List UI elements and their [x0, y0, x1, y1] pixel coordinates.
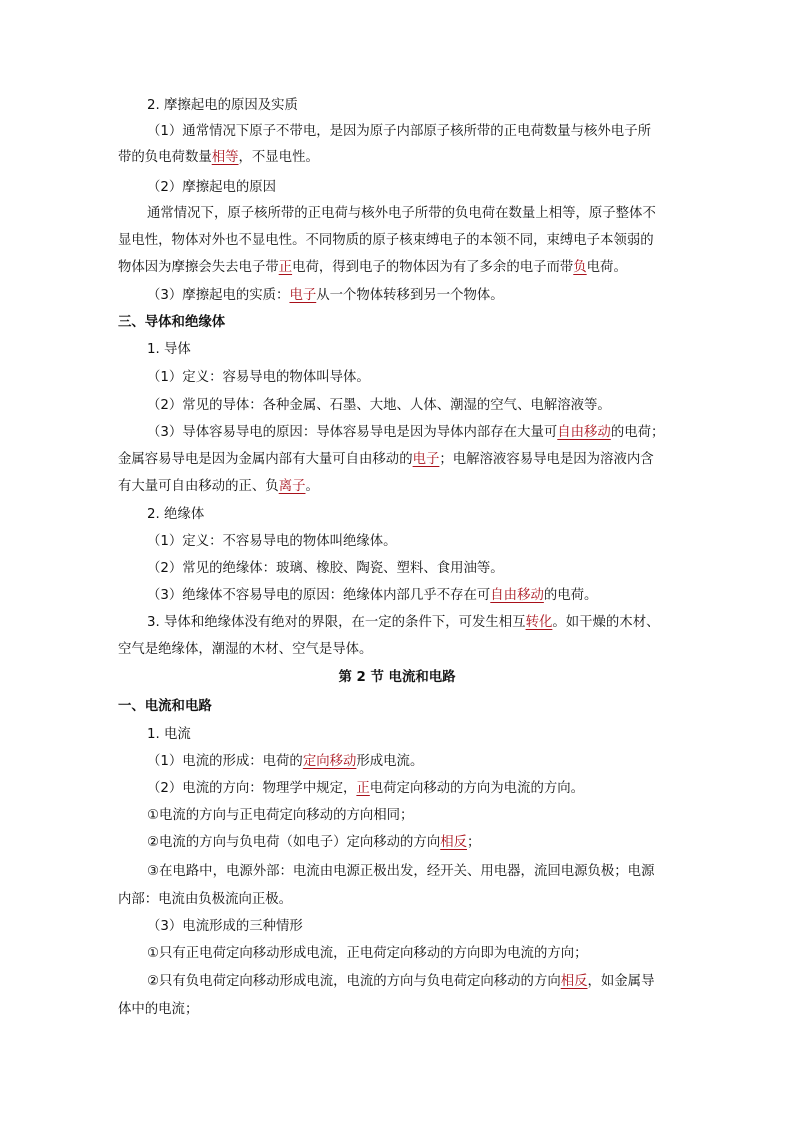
- chapter-title: 第 2 节 电流和电路: [338, 670, 456, 685]
- paragraph-line: 体中的电流；: [118, 1002, 199, 1017]
- paragraph-line: 内部：电流由负极流向正极。: [118, 892, 293, 907]
- paragraph-line: （3）摩擦起电的实质：电子从一个物体转移到另一个物体。: [147, 288, 504, 303]
- paragraph-line: （3）导体容易导电的原因：导体容易导电是因为导体内部存在大量可自由移动的电荷；: [147, 425, 665, 440]
- answer-blank: 相等: [211, 150, 239, 165]
- subheading-conductor: 1. 导体: [147, 342, 191, 357]
- paragraph-line: ①电流的方向与正电荷定向移动的方向相同；: [147, 808, 414, 823]
- paragraph-line: 通常情况下，原子核所带的正电荷与核外电子所带的负电荷在数量上相等，原子整体不: [147, 206, 656, 221]
- answer-blank: 相反: [560, 974, 588, 989]
- section-heading-conductors: 三、导体和绝缘体: [118, 315, 226, 330]
- answer-blank: 定向移动: [302, 754, 357, 769]
- paragraph-line: （2）摩擦起电的原因: [147, 180, 277, 195]
- paragraph-line: 显电性，物体对外也不显电性。不同物质的原子核束缚电子的本领不同，束缚电子本领弱的: [118, 233, 654, 248]
- paragraph-line: （3）电流形成的三种情形: [147, 919, 303, 934]
- paragraph-line: （1）通常情况下原子不带电，是因为原子内部原子核所带的正电荷数量与核外电子所: [147, 124, 651, 139]
- paragraph-line: 物体因为摩擦会失去电子带正电荷，得到电子的物体因为有了多余的电子而带负电荷。: [118, 260, 627, 275]
- paragraph-line: ①只有正电荷定向移动形成电流，正电荷定向移动的方向即为电流的方向；: [147, 946, 588, 961]
- answer-blank: 正: [356, 781, 370, 796]
- answer-blank: 负: [573, 260, 587, 275]
- subheading-friction-cause: 2. 摩擦起电的原因及实质: [147, 98, 298, 113]
- answer-blank: 转化: [525, 615, 553, 630]
- answer-blank: 电子: [412, 452, 440, 467]
- answer-blank: 自由移动: [557, 425, 611, 440]
- answer-blank: 正: [278, 260, 293, 275]
- paragraph-line: 带的负电荷数量相等，不显电性。: [118, 150, 319, 165]
- answer-blank: 相反: [440, 835, 467, 850]
- paragraph-line: ③在电路中，电源外部：电流由电源正极出发，经开关、用电器，流回电源负极；电源: [147, 864, 655, 879]
- paragraph-line: 有大量可自由移动的正、负离子。: [118, 479, 319, 494]
- answer-blank: 电子: [289, 288, 317, 303]
- paragraph-line: ②电流的方向与负电荷（如电子）定向移动的方向相反；: [147, 835, 481, 850]
- paragraph-line: 3. 导体和绝缘体没有绝对的界限，在一定的条件下，可发生相互转化。如干燥的木材、: [147, 615, 660, 630]
- paragraph-line: 空气是绝缘体，潮湿的木材、空气是导体。: [118, 642, 373, 657]
- paragraph-line: ②只有负电荷定向移动形成电流，电流的方向与负电荷定向移动的方向相反，如金属导: [147, 974, 655, 989]
- paragraph-line: （1）定义：不容易导电的物体叫绝缘体。: [147, 534, 397, 549]
- paragraph-line: （2）电流的方向：物理学中规定，正电荷定向移动的方向为电流的方向。: [147, 781, 585, 796]
- paragraph-line: （1）电流的形成：电荷的定向移动形成电流。: [147, 754, 424, 769]
- subheading-current: 1. 电流: [147, 727, 191, 742]
- answer-blank: 自由移动: [490, 588, 544, 603]
- paragraph-line: 金属容易导电是因为金属内部有大量可自由移动的电子；电解溶液容易导电是因为溶液内含: [118, 452, 654, 467]
- paragraph-line: （2）常见的导体：各种金属、石墨、大地、人体、潮湿的空气、电解溶液等。: [147, 398, 611, 413]
- answer-blank: 离子: [278, 479, 306, 494]
- paragraph-line: （2）常见的绝缘体：玻璃、橡胶、陶瓷、塑料、食用油等。: [147, 561, 504, 576]
- paragraph-line: （1）定义：容易导电的物体叫导体。: [147, 370, 370, 385]
- subheading-insulator: 2. 绝缘体: [147, 507, 205, 522]
- section-heading-current: 一、电流和电路: [118, 699, 212, 714]
- paragraph-line: （3）绝缘体不容易导电的原因：绝缘体内部几乎不存在可自由移动的电荷。: [147, 588, 598, 603]
